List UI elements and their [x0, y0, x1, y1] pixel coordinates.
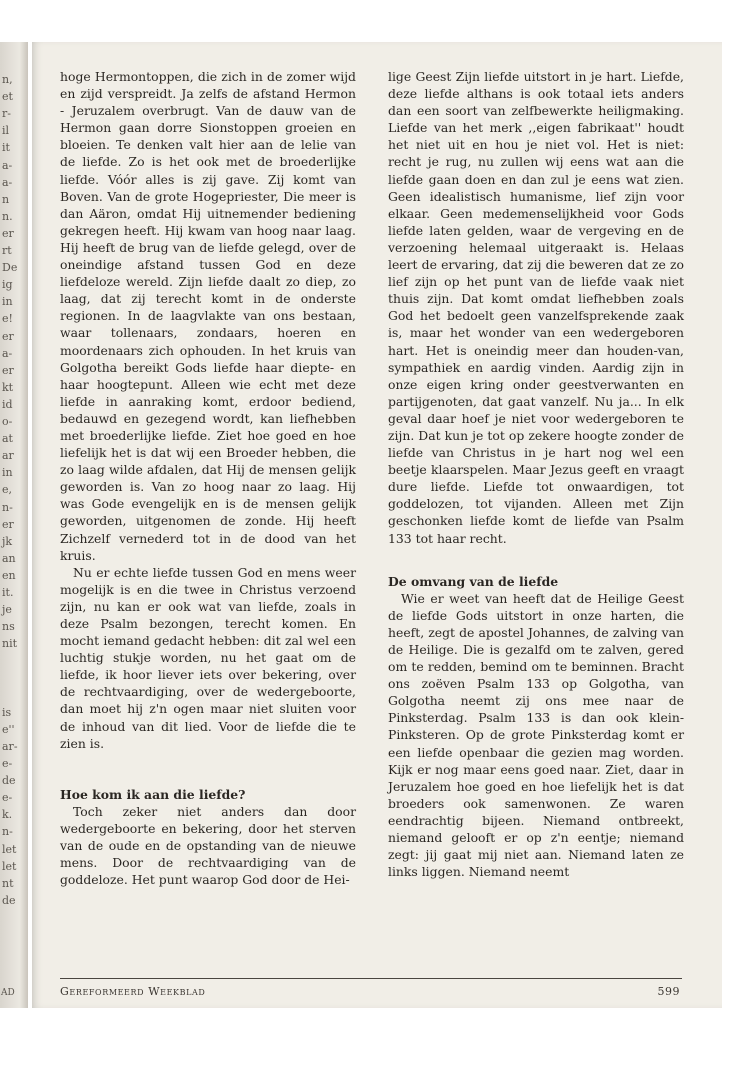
previous-page-text-fragment: let: [2, 859, 17, 873]
previous-page-text-fragment: n-: [2, 500, 13, 514]
magazine-page: [32, 42, 722, 1008]
previous-page-text-fragment: n.: [2, 209, 13, 223]
previous-page-text-fragment: e'': [2, 722, 15, 736]
previous-page-text-fragment: id: [2, 397, 13, 411]
previous-page-text-fragment: e!: [2, 312, 13, 326]
right-column: [388, 68, 684, 880]
section-heading-hoe-kom-ik: Hoe kom ik aan die liefde?: [60, 786, 246, 802]
left-column: [60, 68, 356, 888]
right-paragraph-2: Wie er weet van heeft dat de Heilige Geest de liefde Gods uitstort in onze harten, die heeft, zegt de apostel Johannes, de zalving van de Heilige. Die is gezalfd om te zalven, gered om te redden, bemind om te beminnen. Bracht ons zoëven Psalm 133 op Golgotha, van Golgotha neemt zij ons mee naar de Pinksterdag. Psalm 133 is dan ook klein-Pinksteren. Op de grote Pinksterdag komt er een liefde openbaar die gezien mag worden. Kijk er nog maar eens goed naar. Ziet, daar in Jeruzalem hoe goed en hoe liefelijk het is dat broeders ook samenwonen. Ze waren eendrachtig bijeen. Niemand ontbreekt, niemand gelooft er op z'n eentje; niemand zegt: jij gaat mij niet aan. Niemand laten ze links liggen. Niemand neemt: [388, 590, 684, 880]
previous-page-text-fragment: et: [2, 90, 13, 104]
section-heading-omvang: De omvang van de liefde: [388, 573, 559, 589]
previous-page-text-fragment: e-: [2, 757, 13, 770]
previous-page-text-fragment: e,: [2, 483, 13, 497]
previous-page-text-fragment: ig: [2, 278, 13, 292]
previous-page-edge: [0, 42, 28, 1008]
previous-page-text-fragment: in: [2, 295, 13, 309]
previous-page-text-fragment: ar-: [2, 739, 18, 753]
page-number: 599: [657, 985, 680, 998]
previous-page-text-fragment: er: [2, 226, 14, 240]
previous-page-text-fragment: a-: [2, 346, 13, 360]
previous-page-text-fragment: er: [2, 363, 14, 377]
previous-page-text-fragment: e-: [2, 791, 13, 805]
previous-page-text-fragment: it.: [2, 586, 14, 599]
previous-page-text-fragment: an: [2, 551, 16, 565]
previous-page-text-fragment: ar: [2, 449, 14, 463]
previous-page-text-fragment: kt: [2, 380, 14, 394]
previous-page-text-fragment: ns: [2, 620, 15, 634]
right-paragraph-1: lige Geest Zijn liefde uitstort in je hart. Liefde, deze liefde althans is ook totaal iets anders dan een soort van zelfbewerkte heiligmaking. Liefde van het merk ,,eigen fabrikaat'' houdt het niet uit en hou je niet vol. Het is niet: recht je rug, nu zullen wij eens wat aan die liefde gaan doen en dan zul je eens wat zien. Geen idealistisch humanisme, lief zijn voor elkaar. Geen medemenselijkheid voor Gods liefde laten gelden, waar de vergeving en de verzoening helemaal uitgeraakt is. Helaas leert de ervaring, dat zij die beweren dat ze zo lief zijn op het punt van de liefde vaak niet thuis zijn. Dat komt omdat liefhebben zoals God het bedoelt geen vanzelfsprekende zaak is, maar het wonder van een wedergeboren hart. Het is oneindig meer dan houden-van, sympathiek en aardig vinden. Aardig zijn in onze eigen kring onder geestverwanten en partijgenoten, dat gaat vanzelf. Nu ja... In elk geval daar hoef je niet voor wedergeboren te zijn. Dat kun je tot op zekere hoogte zonder de liefde van Christus in je hart nog wel een beetje klaarspelen. Maar Jezus geeft en vraagt dure liefde. Liefde tot onwaardigen, tot goddelozen, tot vijanden. Alleen met Zijn geschonken liefde komt de liefde van Psalm 133 tot haar recht.: [388, 69, 684, 546]
previous-page-footer-fragment: AD: [1, 988, 15, 998]
previous-page-text-fragment: o-: [2, 415, 13, 428]
previous-page-text-fragment: je: [2, 603, 12, 617]
previous-page-text-fragment: en: [2, 568, 16, 582]
previous-page-text-fragment: a-: [2, 158, 13, 172]
previous-page-text-fragment: nit: [2, 637, 18, 651]
page-footer: [60, 978, 682, 998]
previous-page-text-fragment: nt: [2, 876, 14, 890]
previous-page-text-fragment: is: [2, 705, 12, 719]
left-paragraph-2: Nu er echte liefde tussen God en mens weer mogelijk is en die twee in Christus verzoend zijn, nu kan er ook wat van liefde, zoals in deze Psalm bezongen, terecht komen. En mocht iemand gedacht hebben: dit zal wel een luchtig stukje worden, nu het gaat om de liefde, ik hoor liever iets over bekering, over de rechtvaardiging, over de wedergeboorte, dan moet hij z'n ogen maar niet sluiten voor de inhoud van dit lied. Voor de liefde die te zien is.: [60, 564, 356, 751]
previous-page-text-fragment: n,: [2, 73, 13, 86]
left-paragraph-3: Toch zeker niet anders dan door wedergeboorte en bekering, door het sterven van de oude en de opstanding van de nieuwe mens. Door de rechtvaardiging van de goddeloze. Het punt waarop God door de Hei-: [60, 803, 356, 888]
previous-page-text-fragment: n: [2, 192, 10, 206]
previous-page-text-fragment: at: [2, 432, 13, 446]
previous-page-text-fragment: n-: [2, 825, 13, 839]
previous-page-text-fragment: il: [2, 124, 10, 138]
previous-page-text-fragment: de: [2, 893, 16, 907]
previous-page-text-fragment: er: [2, 517, 14, 531]
previous-page-text-fragment: jk: [2, 534, 13, 548]
previous-page-text-fragment: rt: [2, 244, 12, 257]
previous-page-text-fragment: let: [2, 842, 17, 856]
previous-page-text-fragment: it: [2, 141, 10, 155]
publication-name: Gereformeerd Weekblad: [60, 985, 206, 998]
previous-page-text-fragment: in: [2, 466, 13, 480]
previous-page-text-fragment: r-: [2, 107, 11, 121]
previous-page-text-fragment: de: [2, 774, 16, 788]
previous-page-text-fragment: De: [2, 261, 18, 275]
previous-page-text-fragment: k.: [2, 808, 13, 822]
previous-page-text-fragment: er: [2, 329, 14, 343]
previous-page-text-fragment: a-: [2, 175, 13, 189]
left-paragraph-1: hoge Hermontoppen, die zich in de zomer wijd en zijd verspreidt. Ja zelfs de afstand Hermon - Jeruzalem overbrugt. Van de dauw van de Hermon gaan dorre Sionstoppen groeien en bloeien. Te denken valt hier aan de lelie van de liefde. Zo is het ook met de broederlijke liefde. Vóór alles is zij gave. Zij komt van Boven. Van de grote Hogepriester, Die meer is dan Aäron, omdat Hij uitnemender bediening gekregen heeft. Hij kwam van hoog naar laag. Hij heeft de brug van de liefde gelegd, over de oneindige afstand tussen God en deze liefdeloze wereld. Zijn liefde daalt zo diep, zo laag, dat zij terecht komt in de onderste regionen. In de laagvlakte van ons bestaan, waar tollenaars, zondaars, hoeren en moordenaars zich ophouden. In het kruis van Golgotha bereikt Gods liefde haar diepte- en haar hoogtepunt. Alleen wie echt met deze liefde in aanraking komt, erdoor bediend, bedauwd en gezegend wordt, kan liefhebben met broederlijke liefde. Ziet hoe goed en hoe liefelijk het is dat wij een Broeder hebben, die zo laag wilde afdalen, dat Hij de mensen gelijk geworden is. Van zo hoog naar zo laag. Hij was Gode evengelijk en is de mensen gelijk geworden, uitgenomen de zonde. Hij heeft Zichzelf vernederd tot in de dood van het kruis.: [60, 69, 356, 563]
